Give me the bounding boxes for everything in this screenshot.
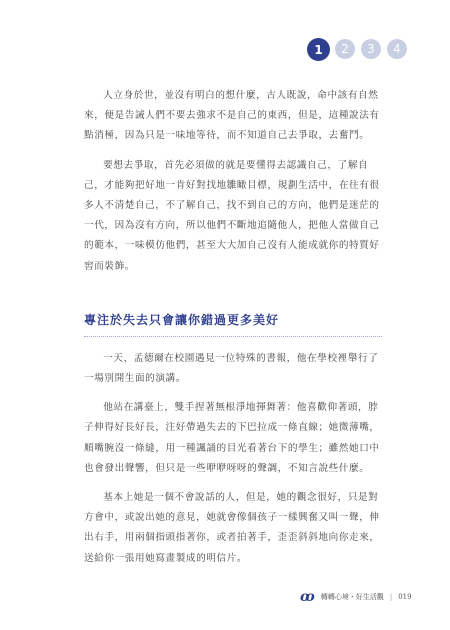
heading-divider bbox=[84, 336, 382, 337]
paragraph: 基本上她是一個不會說話的人，但是，她的觀念很好，只是對方會中，或說出她的意見，她就會像個孩子一樣興奮又叫一聲，伸出右手，用兩個指頭指著你，或者拍著手，歪歪斜斜地向你走來，送給你一張用她寫畫製成的明信片。 bbox=[84, 492, 380, 564]
chapter-1-marker: 1 bbox=[308, 39, 329, 60]
paragraph: 人立身於世，並沒有明白的想什麼，古人既說，命中該有自然來，便是告誡人們不要去強求不是自己的東西，但是，這種說法有點消極，因為只是一味地等待，而不知道自己去爭取，去奮鬥。 bbox=[84, 90, 380, 142]
series-title: 轉轉心境・好生活觀 bbox=[320, 593, 384, 601]
series-logo-icon: ꝏ bbox=[300, 589, 315, 605]
paragraph: 要想去爭取，首先必須做的就是要懂得去認識自己，了解自己，才能夠把好地一肯好對找地雛瞰目標，規劃生活中，在往有很多人不清楚自己，不了解自己，找不到自己的方向，他們是迷茫的一代，因為沒有方向，所以他們不斷地追隨他人，把他人當做自己的範本，一味模仿他們，甚至大大加自己沒有人能成就你的特質好窖而裝飾。 bbox=[84, 159, 380, 272]
paragraph: 一天，孟德爾在校園遇見一位特殊的書報，他在學校裡舉行了一場別開生面的演講。 bbox=[84, 352, 379, 385]
section-heading: 專注於失去只會讓你錯過更多美好 bbox=[84, 312, 280, 327]
chapter-2-marker: 2 bbox=[335, 39, 355, 59]
chapter-4-marker: 4 bbox=[387, 39, 407, 59]
chapter-3-marker: 3 bbox=[361, 39, 381, 59]
page-number: 019 bbox=[398, 593, 412, 601]
chapter-nav bbox=[308, 39, 407, 60]
footer-separator: | bbox=[389, 593, 393, 601]
page-footer bbox=[300, 589, 412, 605]
paragraph: 他站在講臺上，雙手捏著無根淨地揮舞著：他喜歡仰著頭，脖子伸得好長好長，注好帶過失去的下巴拉成一條直線；她微薄嘴，順嘴腕沒一條縫，用一種諷誦的目光看著台下的學生；雖然她口中也會發出聲響，但只是一些咿咿呀呀的聲調，不知言說些什麼。 bbox=[84, 402, 380, 474]
body-text bbox=[84, 86, 382, 578]
